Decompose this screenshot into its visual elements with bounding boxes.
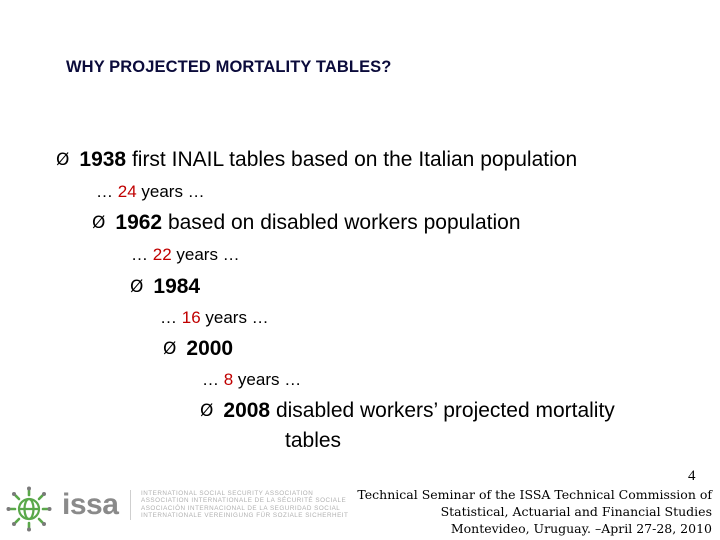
bullet-text: first INAIL tables based on the Italian population: [126, 148, 578, 171]
association-name-de: INTERNATIONALE VEREINIGUNG FÜR SOZIALE SICHERHEIT: [141, 512, 349, 520]
bullet-year: 1962: [115, 211, 163, 234]
association-name-es: ASOCIACIÓN INTERNACIONAL DE LA SEGURIDAD SOCIAL: [141, 504, 341, 512]
slide-title: WHY PROJECTED MORTALITY TABLES?: [66, 58, 392, 76]
arrow-bullet-icon: Ø: [56, 150, 70, 170]
arrow-bullet-icon: Ø: [200, 401, 214, 421]
gap-suffix: years …: [233, 370, 302, 389]
gap-suffix: years …: [136, 182, 205, 201]
bullet-1984: [130, 275, 200, 299]
gap-number: 24: [117, 182, 137, 201]
issa-wordmark: issa: [62, 488, 119, 521]
gap-prefix: …: [160, 308, 182, 327]
footer-line-3: Montevideo, Uruguay. –April 27-28, 2010: [450, 521, 712, 536]
bullet-year: 1984: [153, 275, 201, 298]
footer-line-2: Statistical, Actuarial and Financial Studies: [440, 504, 712, 519]
gap-prefix: …: [131, 245, 153, 264]
bullet-2008: [200, 399, 615, 423]
gap-8: [202, 370, 301, 390]
arrow-bullet-icon: Ø: [92, 213, 106, 233]
bullet-2000: [163, 337, 233, 361]
footer-line-1: Technical Seminar of the ISSA Technical Commission of: [357, 487, 712, 502]
bullet-1938: [56, 148, 577, 172]
bullet-year: 2000: [186, 337, 234, 360]
association-name-en: INTERNATIONAL SOCIAL SECURITY ASSOCIATION: [141, 490, 314, 497]
gap-24: [96, 182, 205, 202]
gap-prefix: …: [96, 182, 118, 201]
bullet-1962: [92, 211, 521, 235]
bullet-year: 2008: [223, 399, 271, 422]
gap-number: 22: [152, 245, 172, 264]
arrow-bullet-icon: Ø: [130, 277, 144, 297]
association-names: [130, 490, 348, 520]
gap-suffix: years …: [200, 308, 269, 327]
footer-text: [357, 486, 712, 537]
gap-prefix: …: [202, 370, 224, 389]
association-name-fr: ASSOCIATION INTERNATIONALE DE LA SÉCURITÉ SOCIALE: [141, 497, 347, 505]
bullet-year: 1938: [79, 148, 127, 171]
gap-16: [160, 308, 269, 328]
gap-number: 16: [181, 308, 201, 327]
issa-logo: [6, 486, 349, 532]
bullet-text: disabled workers’ projected mortality: [270, 399, 615, 422]
gap-suffix: years …: [171, 245, 240, 264]
globe-icon: [6, 486, 52, 532]
gap-22: [131, 245, 240, 265]
page-number: 4: [688, 468, 696, 484]
arrow-bullet-icon: Ø: [163, 339, 177, 359]
bullet-text: based on disabled workers population: [162, 211, 521, 234]
bullet-2008-continuation: tables: [285, 429, 342, 452]
gap-number: 8: [223, 370, 234, 389]
